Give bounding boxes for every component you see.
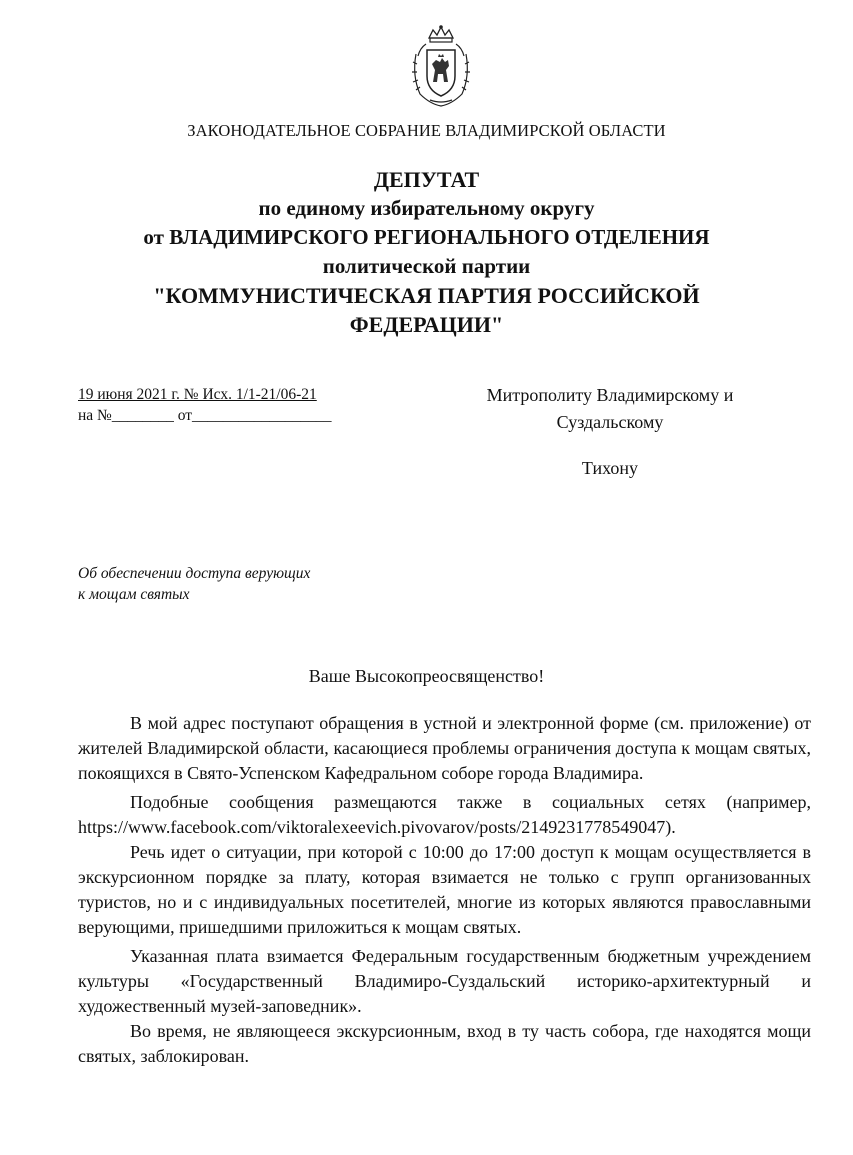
letter-body [78,711,811,1073]
reference-reply-to: на №________ от__________________ [78,407,332,424]
body-paragraph: Речь идет о ситуации, при которой с 10:00 до 17:00 доступ к мощам осуществляется в экскурсионном порядке за плату, которая взимается не только с групп организованных туристов, но и с индивидуальных посетителей, многие из которых являются православными верующими, пришедшими приложиться к мощам святых. [78,842,811,937]
coat-of-arms-emblem [408,24,474,108]
sender-title-line: по единому избирательному округу [258,196,595,220]
salutation: Ваше Высокопреосвященство! [308,666,545,686]
subject-line: Об обеспечении доступа верующих [78,565,311,582]
addressee-block [440,382,780,482]
sender-title-line: политической партии [322,254,531,278]
body-paragraph: Указанная плата взимается Федеральным государственным бюджетным учреждением культуры «Государственный Владимиро-Суздальский историко-архитектурный и художественный музей-заповедник». [78,946,811,1016]
body-paragraph: Во время, не являющееся экскурсионным, вход в ту часть собора, где находятся мощи святых, заблокирован. [78,1021,811,1066]
addressee-name: Тихону [581,458,639,478]
sender-title-line: от ВЛАДИМИРСКОГО РЕГИОНАЛЬНОГО ОТДЕЛЕНИЯ [143,225,710,249]
letter-subject [78,563,310,605]
sender-title-line: ФЕДЕРАЦИИ" [349,312,504,337]
addressee-line: Суздальскому [556,412,664,432]
organization-name: ЗАКОНОДАТЕЛЬНОЕ СОБРАНИЕ ВЛАДИМИРСКОЙ ОБЛАСТИ [187,121,666,140]
reference-date-number: 19 июня 2021 г. № Исх. 1/1-21/06-21 [78,386,317,403]
sender-title-block [40,165,813,339]
body-paragraph: В мой адрес поступают обращения в устной и электронной форме (см. приложение) от жителей Владимирской области, касающиеся проблемы ограничения доступа к мощам святых, покоящихся в Свято-Успенском Кафедральном соборе города Владимира. [78,713,811,783]
body-paragraph: Подобные сообщения размещаются также в социальных сетях (например, https://www.facebook.com/viktoralexeevich.pivovarov/posts/2149231778549047). [78,792,811,837]
sender-title-line: ДЕПУТАТ [373,167,480,192]
sender-title-line: "КОММУНИСТИЧЕСКАЯ ПАРТИЯ РОССИЙСКОЙ [153,283,700,308]
addressee-line: Митрополиту Владимирскому и [486,385,734,405]
outgoing-reference [78,384,332,426]
subject-line: к мощам святых [78,586,190,603]
